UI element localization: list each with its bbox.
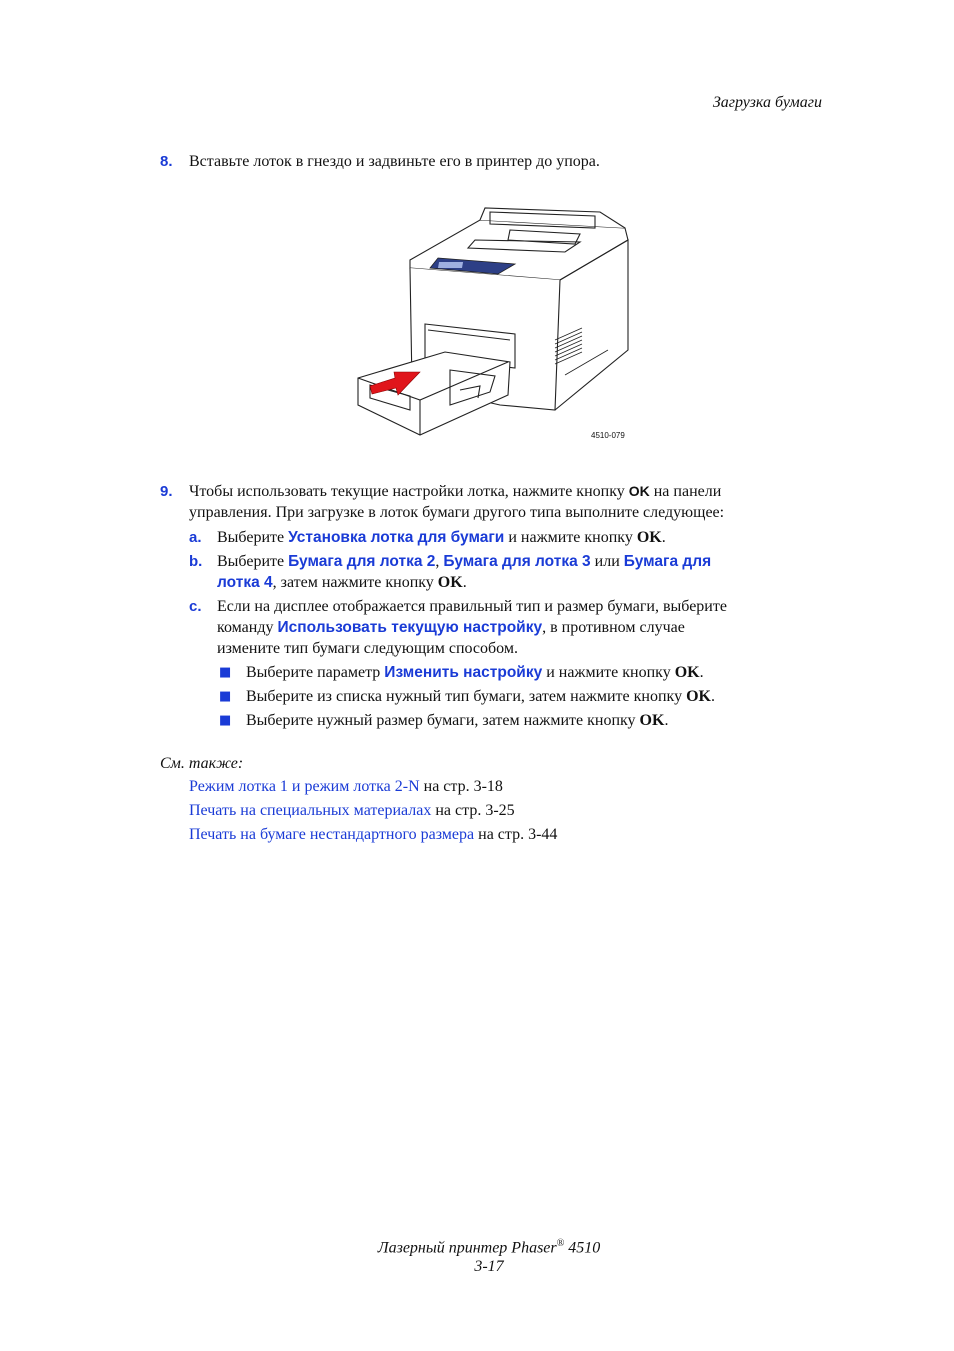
step-8-number: 8.	[160, 153, 173, 170]
substep-c-line1: Если на дисплее отображается правильный тип и размер бумаги, выберите	[217, 598, 727, 615]
substep-a-text	[217, 527, 666, 548]
footer-product	[12, 1238, 954, 1257]
substep-a-post: и нажмите кнопку	[504, 529, 637, 546]
footer-page-number: 3-17	[474, 1258, 504, 1275]
substep-b-pre: Выберите	[217, 553, 289, 570]
bullet-1-end: .	[699, 664, 704, 681]
see-also-item-1	[189, 776, 503, 797]
separator: ,	[435, 553, 444, 570]
substep-c-post: , в противном случае	[542, 619, 685, 636]
menu-item-tray-setup: Установка лотка для бумаги	[288, 529, 505, 546]
bullet-2-end: .	[710, 688, 715, 705]
see-also-title: См. также:	[160, 755, 244, 772]
menu-item-tray4-paper-cont: лотка 4	[217, 574, 273, 591]
menu-item-change-setup: Изменить настройку	[384, 664, 543, 681]
substep-a-pre: Выберите	[217, 529, 289, 546]
bullet-1-pre: Выберите параметр	[246, 664, 385, 681]
bullet-square-icon: ■	[219, 713, 232, 728]
printer-illustration	[350, 200, 640, 450]
bullet-1-post: и нажмите кнопку	[542, 664, 675, 681]
bullet-item-1	[246, 662, 704, 683]
see-also-link-2[interactable]: Печать на специальных материалах	[189, 802, 432, 819]
bullet-2-pre: Выберите из списка нужный тип бумаги, затем нажмите кнопку	[246, 688, 687, 705]
ok-label: OK	[636, 529, 662, 546]
figure-label: 4510-079	[591, 431, 625, 440]
menu-item-use-current: Использовать текущую настройку	[277, 619, 543, 636]
substep-b-end: .	[462, 574, 467, 591]
see-also-page-2: на стр. 3-25	[431, 802, 515, 819]
see-also-item-3	[189, 824, 557, 845]
substep-a-letter: a.	[189, 529, 202, 546]
ok-label: OK	[628, 483, 650, 499]
bullet-square-icon: ■	[219, 689, 232, 704]
substep-c-line2	[217, 617, 685, 638]
step-9-line1	[189, 481, 839, 502]
substep-b-post: , затем нажмите кнопку	[272, 574, 438, 591]
footer-product-name: Лазерный принтер Phaser	[377, 1239, 557, 1257]
bullet-square-icon: ■	[219, 665, 232, 680]
see-also-link-3[interactable]: Печать на бумаге нестандартного размера	[189, 826, 475, 843]
substep-c-line3: измените тип бумаги следующим способом.	[217, 640, 518, 657]
menu-item-tray2-paper: Бумага для лотка 2	[288, 553, 436, 570]
see-also-page-3: на стр. 3-44	[474, 826, 558, 843]
ok-label: OK	[437, 574, 463, 591]
substep-b-letter: b.	[189, 553, 203, 570]
substep-c-pre: команду	[217, 619, 278, 636]
footer-product-model: 4510	[564, 1239, 601, 1257]
printer-drawing	[350, 200, 640, 450]
step-9-text-post: на панели	[649, 483, 722, 500]
bullet-item-3	[246, 710, 668, 731]
step-9-line2: управления. При загрузке в лоток бумаги другого типа выполните следующее:	[189, 504, 725, 521]
registered-mark: ®	[556, 1238, 565, 1249]
menu-item-tray4-paper: Бумага для	[623, 553, 712, 570]
bullet-3-pre: Выберите нужный размер бумаги, затем нажмите кнопку	[246, 712, 640, 729]
bullet-3-end: .	[664, 712, 669, 729]
substep-b-line1	[217, 551, 711, 572]
see-also-item-2	[189, 800, 515, 821]
substep-c-letter: c.	[189, 598, 202, 615]
substep-b-line2	[217, 572, 467, 593]
running-header: Загрузка бумаги	[712, 94, 822, 111]
step-9-text-pre: Чтобы использовать текущие настройки лотка, нажмите кнопку	[189, 483, 629, 500]
ok-label: OK	[674, 664, 700, 681]
substep-a-end: .	[661, 529, 666, 546]
step-8-text: Вставьте лоток в гнездо и задвиньте его в принтер до упора.	[189, 153, 600, 170]
see-also-link-1[interactable]: Режим лотка 1 и режим лотка 2-N	[189, 778, 420, 795]
see-also-page-1: на стр. 3-18	[419, 778, 503, 795]
separator: или	[590, 553, 624, 570]
bullet-item-2	[246, 686, 715, 707]
menu-item-tray3-paper: Бумага для лотка 3	[443, 553, 591, 570]
ok-label: OK	[639, 712, 665, 729]
ok-label: OK	[686, 688, 711, 705]
step-9-number: 9.	[160, 483, 173, 500]
